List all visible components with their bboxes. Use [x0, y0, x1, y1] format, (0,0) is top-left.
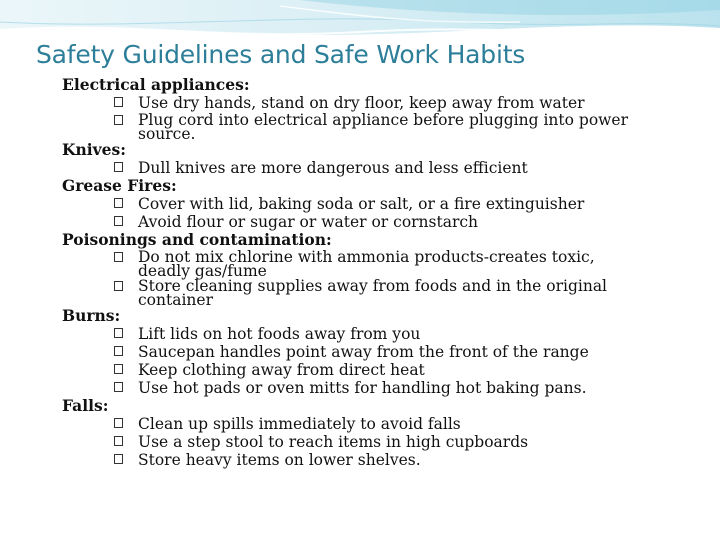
bullet-text: Clean up spills immediately to avoid falls [138, 415, 461, 433]
bullet-box-icon [114, 252, 123, 262]
bullet-text: Avoid flour or sugar or water or cornstarch [138, 213, 479, 231]
bullet-box-icon [114, 97, 123, 107]
bullet-box-icon [114, 418, 123, 428]
bullet-item [62, 159, 712, 177]
bullet-item [62, 361, 712, 379]
section-heading: Burns: [62, 306, 121, 325]
bullet-text: Dull knives are more dangerous and less efficient [138, 159, 528, 177]
bullet-box-icon [114, 281, 123, 291]
bullet-item [62, 325, 712, 343]
bullet-box-icon [114, 382, 123, 392]
bullet-item [62, 343, 712, 361]
section-heading: Grease Fires: [62, 176, 177, 195]
section-heading: Falls: [62, 396, 109, 415]
bullet-item [62, 249, 712, 278]
bullet-text: Do not mix chlorine with ammonia products-creates toxic, deadly gas/fume [138, 248, 595, 280]
bullet-text: Use hot pads or oven mitts for handling hot baking pans. [138, 379, 587, 397]
bullet-box-icon [114, 198, 123, 208]
bullet-text: Use dry hands, stand on dry floor, keep away from water [138, 94, 585, 112]
bullet-item [62, 415, 712, 433]
bullet-box-icon [114, 436, 123, 446]
bullet-text: Lift lids on hot foods away from you [138, 325, 421, 343]
bullet-box-icon [114, 115, 123, 125]
bullet-box-icon [114, 162, 123, 172]
bullet-text: Saucepan handles point away from the front of the range [138, 343, 589, 361]
bullet-text: Store heavy items on lower shelves. [138, 451, 421, 469]
bullet-item [62, 451, 712, 469]
bullet-item [62, 112, 712, 141]
bullet-item [62, 213, 712, 231]
bullet-box-icon [114, 346, 123, 356]
bullet-item [62, 379, 712, 397]
bullet-text: Cover with lid, baking soda or salt, or a fire extinguisher [138, 195, 585, 213]
section-heading: Electrical appliances: [62, 75, 250, 94]
bullet-text: Keep clothing away from direct heat [138, 361, 425, 379]
bullet-text: Use a step stool to reach items in high cupboards [138, 433, 529, 451]
bullet-box-icon [114, 328, 123, 338]
bullet-item [62, 433, 712, 451]
bullet-text: Plug cord into electrical appliance before plugging into power source. [138, 111, 629, 143]
bullet-box-icon [114, 216, 123, 226]
section-heading: Knives: [62, 140, 126, 159]
bullet-item [62, 195, 712, 213]
slide-title: Safety Guidelines and Safe Work Habits [36, 40, 526, 69]
bullet-box-icon [114, 364, 123, 374]
bullet-box-icon [114, 454, 123, 464]
bullet-text: Store cleaning supplies away from foods and in the original container [138, 277, 608, 309]
bullet-item [62, 278, 712, 307]
guidelines-list [62, 76, 712, 469]
bullet-item [62, 94, 712, 112]
section-heading: Poisonings and contamination: [62, 230, 332, 249]
